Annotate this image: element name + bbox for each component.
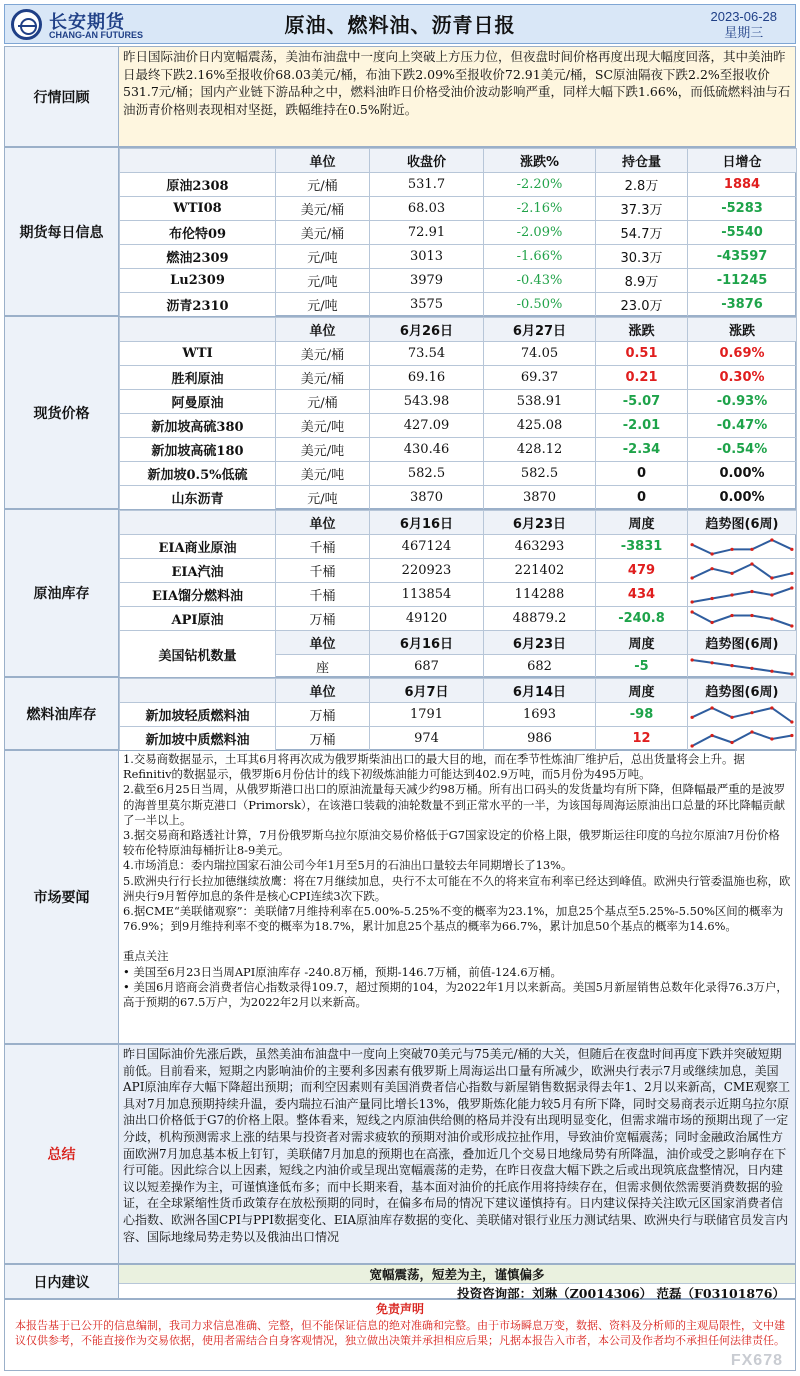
trend-point [730, 664, 733, 667]
price-day2: 74.05 [484, 342, 596, 366]
trend-point [690, 543, 693, 546]
trend-point [690, 715, 693, 718]
change-pct: -0.54% [688, 438, 797, 462]
trend-sparkline [688, 560, 796, 582]
contract-name: 原油2308 [120, 173, 276, 197]
weekly-change: 479 [596, 559, 688, 583]
column-header: 周度 [596, 511, 688, 535]
value-week2: 48879.2 [484, 607, 596, 631]
column-header: 6月23日 [484, 511, 596, 535]
open-interest: 37.3万 [596, 197, 688, 221]
change-pct: -0.43% [484, 269, 596, 293]
section-label: 现货价格 [5, 317, 119, 508]
close-price: 531.7 [370, 173, 484, 197]
open-interest: 23.0万 [596, 293, 688, 317]
close-price: 3575 [370, 293, 484, 317]
column-header [120, 149, 276, 173]
trend-point [710, 552, 713, 555]
trend-point [750, 666, 753, 669]
change-abs: -2.34 [596, 438, 688, 462]
value-week2: 1693 [484, 703, 596, 727]
section-label: 期货每日信息 [5, 148, 119, 315]
table-row [120, 414, 797, 438]
table-row [120, 173, 797, 197]
trend-point [710, 661, 713, 664]
table-header-row [120, 511, 797, 535]
table-row [120, 197, 797, 221]
column-header: 趋势图(6周) [688, 511, 797, 535]
trend-point [790, 547, 793, 550]
table-row [120, 583, 797, 607]
trend-point [730, 613, 733, 616]
futures-table [119, 148, 797, 317]
unit: 千桶 [276, 535, 370, 559]
unit: 元/吨 [276, 245, 370, 269]
column-header: 单位 [276, 631, 370, 655]
table-row [120, 462, 797, 486]
spot-name: 山东沥青 [120, 486, 276, 510]
table-row [120, 366, 797, 390]
table-row [120, 221, 797, 245]
trend-line [692, 588, 792, 602]
trend-point [690, 744, 693, 747]
trend-point [790, 586, 793, 589]
trend-line [692, 612, 792, 626]
section-label: 市场要闻 [5, 751, 119, 1043]
daily-oi-change: -43597 [688, 245, 797, 269]
date-text: 2023-06-28 [710, 9, 777, 24]
table-row [120, 390, 797, 414]
trend-cell [688, 655, 797, 679]
trend-point [710, 620, 713, 623]
trend-point [730, 593, 733, 596]
change-pct: -2.16% [484, 197, 596, 221]
column-header: 涨跌 [688, 318, 797, 342]
section-label: 日内建议 [5, 1265, 119, 1298]
column-header: 单位 [276, 511, 370, 535]
change-pct: -2.20% [484, 173, 596, 197]
unit: 美元/桶 [276, 366, 370, 390]
trend-point [770, 617, 773, 620]
column-header: 日增仓 [688, 149, 797, 173]
trend-sparkline [688, 584, 796, 606]
value-week1: 49120 [370, 607, 484, 631]
advice-contact: 投资咨询部：刘琳（Z0014306） 范磊（F03101876） [457, 1286, 785, 1301]
daily-oi-change: -5283 [688, 197, 797, 221]
inventory-name: EIA馏分燃料油 [120, 583, 276, 607]
close-price: 3979 [370, 269, 484, 293]
column-header [120, 511, 276, 535]
trend-point [690, 600, 693, 603]
unit: 元/吨 [276, 486, 370, 510]
spot-price-section [4, 316, 796, 509]
report-header [4, 4, 796, 44]
unit: 万桶 [276, 607, 370, 631]
logo-emblem-icon [11, 9, 42, 40]
column-header [120, 679, 276, 703]
unit: 美元/吨 [276, 438, 370, 462]
open-interest: 2.8万 [596, 173, 688, 197]
change-abs: -2.01 [596, 414, 688, 438]
price-day2: 69.37 [484, 366, 596, 390]
daily-oi-change: -3876 [688, 293, 797, 317]
weekly-change: -3831 [596, 535, 688, 559]
unit: 万桶 [276, 727, 370, 751]
column-header: 涨跌% [484, 149, 596, 173]
change-pct: -0.50% [484, 293, 596, 317]
company-name-en: CHANG-AN FUTURES [49, 30, 143, 40]
price-day2: 428.12 [484, 438, 596, 462]
change-abs: 0 [596, 486, 688, 510]
inventory-name: EIA商业原油 [120, 535, 276, 559]
spot-name: 新加坡高硫380 [120, 414, 276, 438]
table-row [120, 342, 797, 366]
column-header: 6月16日 [370, 511, 484, 535]
contract-name: 沥青2310 [120, 293, 276, 317]
trend-line [692, 564, 792, 578]
column-header: 周度 [596, 679, 688, 703]
price-day1: 3870 [370, 486, 484, 510]
unit: 美元/桶 [276, 221, 370, 245]
contract-name: Lu2309 [120, 269, 276, 293]
open-interest: 30.3万 [596, 245, 688, 269]
report-date [711, 9, 778, 41]
close-price: 72.91 [370, 221, 484, 245]
summary-section [4, 1044, 796, 1264]
column-header: 涨跌 [596, 318, 688, 342]
column-header: 单位 [276, 679, 370, 703]
close-price: 68.03 [370, 197, 484, 221]
trend-point [730, 571, 733, 574]
contract-name: WTI08 [120, 197, 276, 221]
change-pct: -0.47% [688, 414, 797, 438]
value-week2: 221402 [484, 559, 596, 583]
price-day1: 543.98 [370, 390, 484, 414]
table-row [120, 535, 797, 559]
table-header-row [120, 149, 797, 173]
trend-point [790, 733, 793, 736]
trend-sparkline [688, 656, 796, 678]
column-header [120, 318, 276, 342]
column-header: 6月14日 [484, 679, 596, 703]
table-row [120, 727, 797, 751]
trend-point [690, 658, 693, 661]
close-price: 3013 [370, 245, 484, 269]
trend-sparkline [688, 728, 796, 750]
trend-point [730, 715, 733, 718]
focus-title: 重点关注 [123, 949, 169, 964]
weekly-change: 12 [596, 727, 688, 751]
trend-cell [688, 535, 797, 559]
news-item: 5.欧洲央行行长拉加德继续放鹰：将在7月继续加息，央行不太可能在不久的将来宣布利率已经达到峰值。欧洲央行管委温施也称，欧洲央行9月暂停加息的条件是核心CPI连续3次下跌。 [123, 873, 791, 903]
table-row [120, 269, 797, 293]
unit: 元/吨 [276, 269, 370, 293]
rig-count-name: 美国钻机数量 [120, 631, 276, 679]
section-label: 燃料油库存 [5, 678, 119, 749]
trend-sparkline [688, 704, 796, 726]
price-day1: 582.5 [370, 462, 484, 486]
trend-point [690, 576, 693, 579]
intraday-advice-section [4, 1264, 796, 1299]
trend-point [790, 672, 793, 675]
value-week1: 687 [370, 655, 484, 679]
value-week1: 1791 [370, 703, 484, 727]
trend-line [692, 708, 792, 722]
spot-table [119, 317, 797, 510]
inventory-name: EIA汽油 [120, 559, 276, 583]
value-week2: 463293 [484, 535, 596, 559]
unit: 元/桶 [276, 390, 370, 414]
weekly-change: 434 [596, 583, 688, 607]
unit: 美元/桶 [276, 342, 370, 366]
value-week1: 467124 [370, 535, 484, 559]
column-header: 收盘价 [370, 149, 484, 173]
spot-name: 新加坡高硫180 [120, 438, 276, 462]
section-label: 总结 [5, 1045, 119, 1263]
table-row [120, 486, 797, 510]
column-header: 6月27日 [484, 318, 596, 342]
change-pct: 0.69% [688, 342, 797, 366]
table-row [120, 438, 797, 462]
inventory-name: 新加坡轻质燃料油 [120, 703, 276, 727]
weekly-change: -240.8 [596, 607, 688, 631]
news-body [119, 751, 795, 1043]
market-news-section [4, 750, 796, 1044]
unit: 万桶 [276, 703, 370, 727]
futures-section [4, 147, 796, 316]
value-week2: 682 [484, 655, 596, 679]
value-week1: 113854 [370, 583, 484, 607]
open-interest: 8.9万 [596, 269, 688, 293]
table-row [120, 245, 797, 269]
trend-point [770, 737, 773, 740]
trend-point [750, 730, 753, 733]
column-header: 6月26日 [370, 318, 484, 342]
unit: 美元/桶 [276, 197, 370, 221]
price-day2: 538.91 [484, 390, 596, 414]
value-week2: 114288 [484, 583, 596, 607]
news-item: 2.截至6月25日当周，从俄罗斯港口出口的原油流量每天减少约98万桶。所有出口码头的发货量均有所下降，但降幅最严重的是波罗的海普里莫尔斯克港口（Primorsk），在该港口装载的油轮数量不到正常水平的一半，为该国每周海运原油出口总量的环比降幅贡献了一半以上。 [123, 782, 786, 827]
news-item: 1.交易商数据显示，土耳其6月将再次成为俄罗斯柴油出口的最大目的地，而在季节性炼油厂维护后，总出货量将会上升。据Refinitiv的数据显示，俄罗斯6月份估计的线下初级炼油能力可能达到402.9万吨，而5月份为495万吨。 [123, 752, 745, 782]
trend-point [750, 562, 753, 565]
disclaimer-title: 免责声明 [375, 1302, 424, 1316]
trend-point [790, 624, 793, 627]
table-row [120, 607, 797, 631]
crude-inventory-table [119, 510, 797, 679]
column-header: 6月7日 [370, 679, 484, 703]
trend-cell [688, 607, 797, 631]
unit: 美元/吨 [276, 414, 370, 438]
trend-point [750, 589, 753, 592]
weekly-change: -98 [596, 703, 688, 727]
section-label: 原油库存 [5, 510, 119, 676]
change-pct: 0.00% [688, 462, 797, 486]
trend-cell [688, 559, 797, 583]
column-header: 单位 [276, 149, 370, 173]
trend-point [770, 538, 773, 541]
contract-name: 布伦特09 [120, 221, 276, 245]
spot-name: 阿曼原油 [120, 390, 276, 414]
trend-point [750, 547, 753, 550]
open-interest: 54.7万 [596, 221, 688, 245]
rig-header-row [120, 631, 797, 655]
fuel-inventory-table [119, 678, 797, 751]
trend-line [692, 732, 792, 746]
column-header: 6月16日 [370, 631, 484, 655]
weekday-text: 星期三 [724, 25, 764, 40]
price-day1: 69.16 [370, 366, 484, 390]
inventory-name: 新加坡中质燃料油 [120, 727, 276, 751]
news-item: 4.市场消息：委内瑞拉国家石油公司今年1月至5月的石油出口量较去年同期增长了13%。 [123, 858, 573, 873]
table-row [120, 559, 797, 583]
trend-point [710, 733, 713, 736]
inventory-name: API原油 [120, 607, 276, 631]
price-day1: 430.46 [370, 438, 484, 462]
company-logo [11, 8, 161, 42]
column-header: 6月23日 [484, 631, 596, 655]
news-item: 3.据交易商和路透社计算，7月份俄罗斯乌拉尔原油交易价格低于G7国家设定的价格上限，俄罗斯运往印度的乌拉尔原油7月份价格较布伦特原油每桶折让8-9美元。 [123, 828, 780, 858]
market-review-section [4, 46, 796, 147]
weekly-change: -5 [596, 655, 688, 679]
focus-item: • 美国至6月23日当周API原油库存 -240.8万桶，预期-146.7万桶，前值-124.6万桶。 [123, 964, 562, 979]
trend-sparkline [688, 536, 796, 558]
trend-point [710, 706, 713, 709]
trend-point [730, 740, 733, 743]
trend-point [790, 720, 793, 723]
column-header: 周度 [596, 631, 688, 655]
daily-oi-change: -11245 [688, 269, 797, 293]
watermark: FX678 [730, 1351, 783, 1369]
trend-point [750, 711, 753, 714]
disclaimer [4, 1299, 796, 1371]
price-day2: 425.08 [484, 414, 596, 438]
change-pct: 0.30% [688, 366, 797, 390]
trend-cell [688, 727, 797, 751]
focus-item: • 美国6月谘商会消费者信心指数录得109.7，超过预期的104，为2022年1月以来新高。美国5月新屋销售总数年化录得76.3万户，高于预期的67.5万户，为2022年2月以来新高。 [123, 979, 788, 1010]
trend-cell [688, 703, 797, 727]
summary-text: 昨日国际油价先涨后跌，虽然美油布油盘中一度向上突破70美元与75美元/桶的大关，但随后在夜盘时间再度下跌并突破短期前低。目前看来，短期之内影响油价的主要利多因素有俄罗斯上周海运出口量有所减少，欧洲央行表示7月或继续加息，美国API原油库存大幅下降超出预期；而利空因素则有美国消费者信心指数与新屋销售数据录得去年1、2月以来新高，CME观察工具对7月加息预期持续升温，委内瑞拉石油产量同比增长13%，俄罗斯炼化能力较5月有所下降，同时交易商表示近期乌拉尔原油出口价格低于G7的价格上限。整体看来，短线之内原油供给侧的格局并没有出现明显变化，但需求端市场的预期出现了一定分歧，机构预测需求上涨的结果与投资者对需求疲软的预期对油价或形成拉扯作用，导致油价宽幅震荡；同时金融政治属性方面欧洲7月加息基本板上钉钉，美联储7月加息的预期也在高涨，叠加近几个交易日地缘局势有所降温，油价或受之影响存在下行可能。因此综合以上因素，短线之内油价或呈现出宽幅震荡的走势，在昨日夜盘大幅下跌之后或出现筑底盘整情况，日内建议以短差操作为主，可谨慎逢低布多；而中长期来看，基本面对油价的托底作用将持续存在，但需求侧依然需要消费数据的验证，在全球紧缩性货币政策存在放松预期的同时，在偏多布局的情况下建议谨慎持有。日内建议保持关注欧元区国家消费者信心指数、欧洲各国CPI与PPI数据变化、EIA原油库存数据的变化、美联储对银行业压力测试结果、欧洲央行与联储官员发言内容、国际地缘局势走势以及俄油出口情况 [119, 1045, 795, 1263]
column-header: 持仓量 [596, 149, 688, 173]
disclaimer-text: 本报告基于已公开的信息编制，我司力求信息准确、完整，但不能保证信息的绝对准确和完整。由于市场瞬息万变，数据、资料及分析师的主观局限性，文中建议仅供参考，不能直接作为交易依据，使用者需结合自身客观情况，独立做出决策并承担相应后果；凡据本报告入市者，本公司及作者均不承担任何法律责任。 [15, 1318, 785, 1347]
table-row [120, 293, 797, 317]
trend-sparkline [688, 608, 796, 630]
change-abs: -5.07 [596, 390, 688, 414]
spot-name: 新加坡0.5%低硫 [120, 462, 276, 486]
market-review-text: 昨日国际油价日内宽幅震荡，美油布油盘中一度向上突破上方压力位，但夜盘时间价格再度出现大幅度回落，其中美油昨日最终下跌2.16%至报收价68.03美元/桶，布油下跌2.09%至报收价72.91美元/桶，SC原油隔夜下跌2.2%至报收价531.7元/桶；国内产业链下游品种之中，燃料油昨日价格受油价波动影响严重，同样大幅下跌1.66%，而低硫燃料油与石油沥青价格则表现相对坚挺，跌幅维持在0.5%附近。 [119, 47, 795, 146]
value-week1: 974 [370, 727, 484, 751]
change-pct: -0.93% [688, 390, 797, 414]
unit: 元/桶 [276, 173, 370, 197]
unit: 座 [276, 655, 370, 679]
column-header: 单位 [276, 318, 370, 342]
trend-point [710, 567, 713, 570]
unit: 美元/吨 [276, 462, 370, 486]
unit: 千桶 [276, 559, 370, 583]
report-title: 原油、燃料油、沥青日报 [284, 13, 516, 37]
price-day2: 582.5 [484, 462, 596, 486]
trend-point [790, 571, 793, 574]
trend-point [750, 613, 753, 616]
column-header: 趋势图(6周) [688, 679, 797, 703]
change-abs: 0 [596, 462, 688, 486]
trend-line [692, 660, 792, 674]
value-week2: 986 [484, 727, 596, 751]
section-label: 行情回顾 [5, 47, 119, 146]
change-pct: 0.00% [688, 486, 797, 510]
trend-point [690, 610, 693, 613]
change-pct: -2.09% [484, 221, 596, 245]
change-abs: 0.51 [596, 342, 688, 366]
daily-oi-change: 1884 [688, 173, 797, 197]
column-header: 趋势图(6周) [688, 631, 797, 655]
fuel-inventory-section [4, 677, 796, 750]
crude-inventory-section [4, 509, 796, 677]
change-abs: 0.21 [596, 366, 688, 390]
trend-point [770, 669, 773, 672]
trend-point [710, 596, 713, 599]
price-day2: 3870 [484, 486, 596, 510]
advice-text: 宽幅震荡，短差为主，谨慎偏多 [119, 1265, 795, 1284]
unit: 元/吨 [276, 293, 370, 317]
price-day1: 73.54 [370, 342, 484, 366]
price-day1: 427.09 [370, 414, 484, 438]
spot-name: WTI [120, 342, 276, 366]
contract-name: 燃油2309 [120, 245, 276, 269]
unit: 千桶 [276, 583, 370, 607]
table-header-row [120, 679, 797, 703]
trend-point [770, 706, 773, 709]
table-row [120, 703, 797, 727]
news-item: 6.据CME“美联储观察”：美联储7月维持利率在5.00%-5.25%不变的概率为23.1%，加息25个基点至5.25%-5.50%区间的概率为76.9%；到9月维持利率不变的概率为18.7%，累计加息25个基点的概率为66.7%，累计加息50个基点的概率为14.6%。 [123, 904, 784, 934]
spot-name: 胜利原油 [120, 366, 276, 390]
trend-cell [688, 583, 797, 607]
value-week1: 220923 [370, 559, 484, 583]
trend-point [770, 576, 773, 579]
company-name-cn: 长安期货 [49, 12, 125, 33]
daily-oi-change: -5540 [688, 221, 797, 245]
change-pct: -1.66% [484, 245, 596, 269]
trend-line [692, 540, 792, 554]
trend-point [770, 593, 773, 596]
trend-point [730, 547, 733, 550]
table-header-row [120, 318, 797, 342]
